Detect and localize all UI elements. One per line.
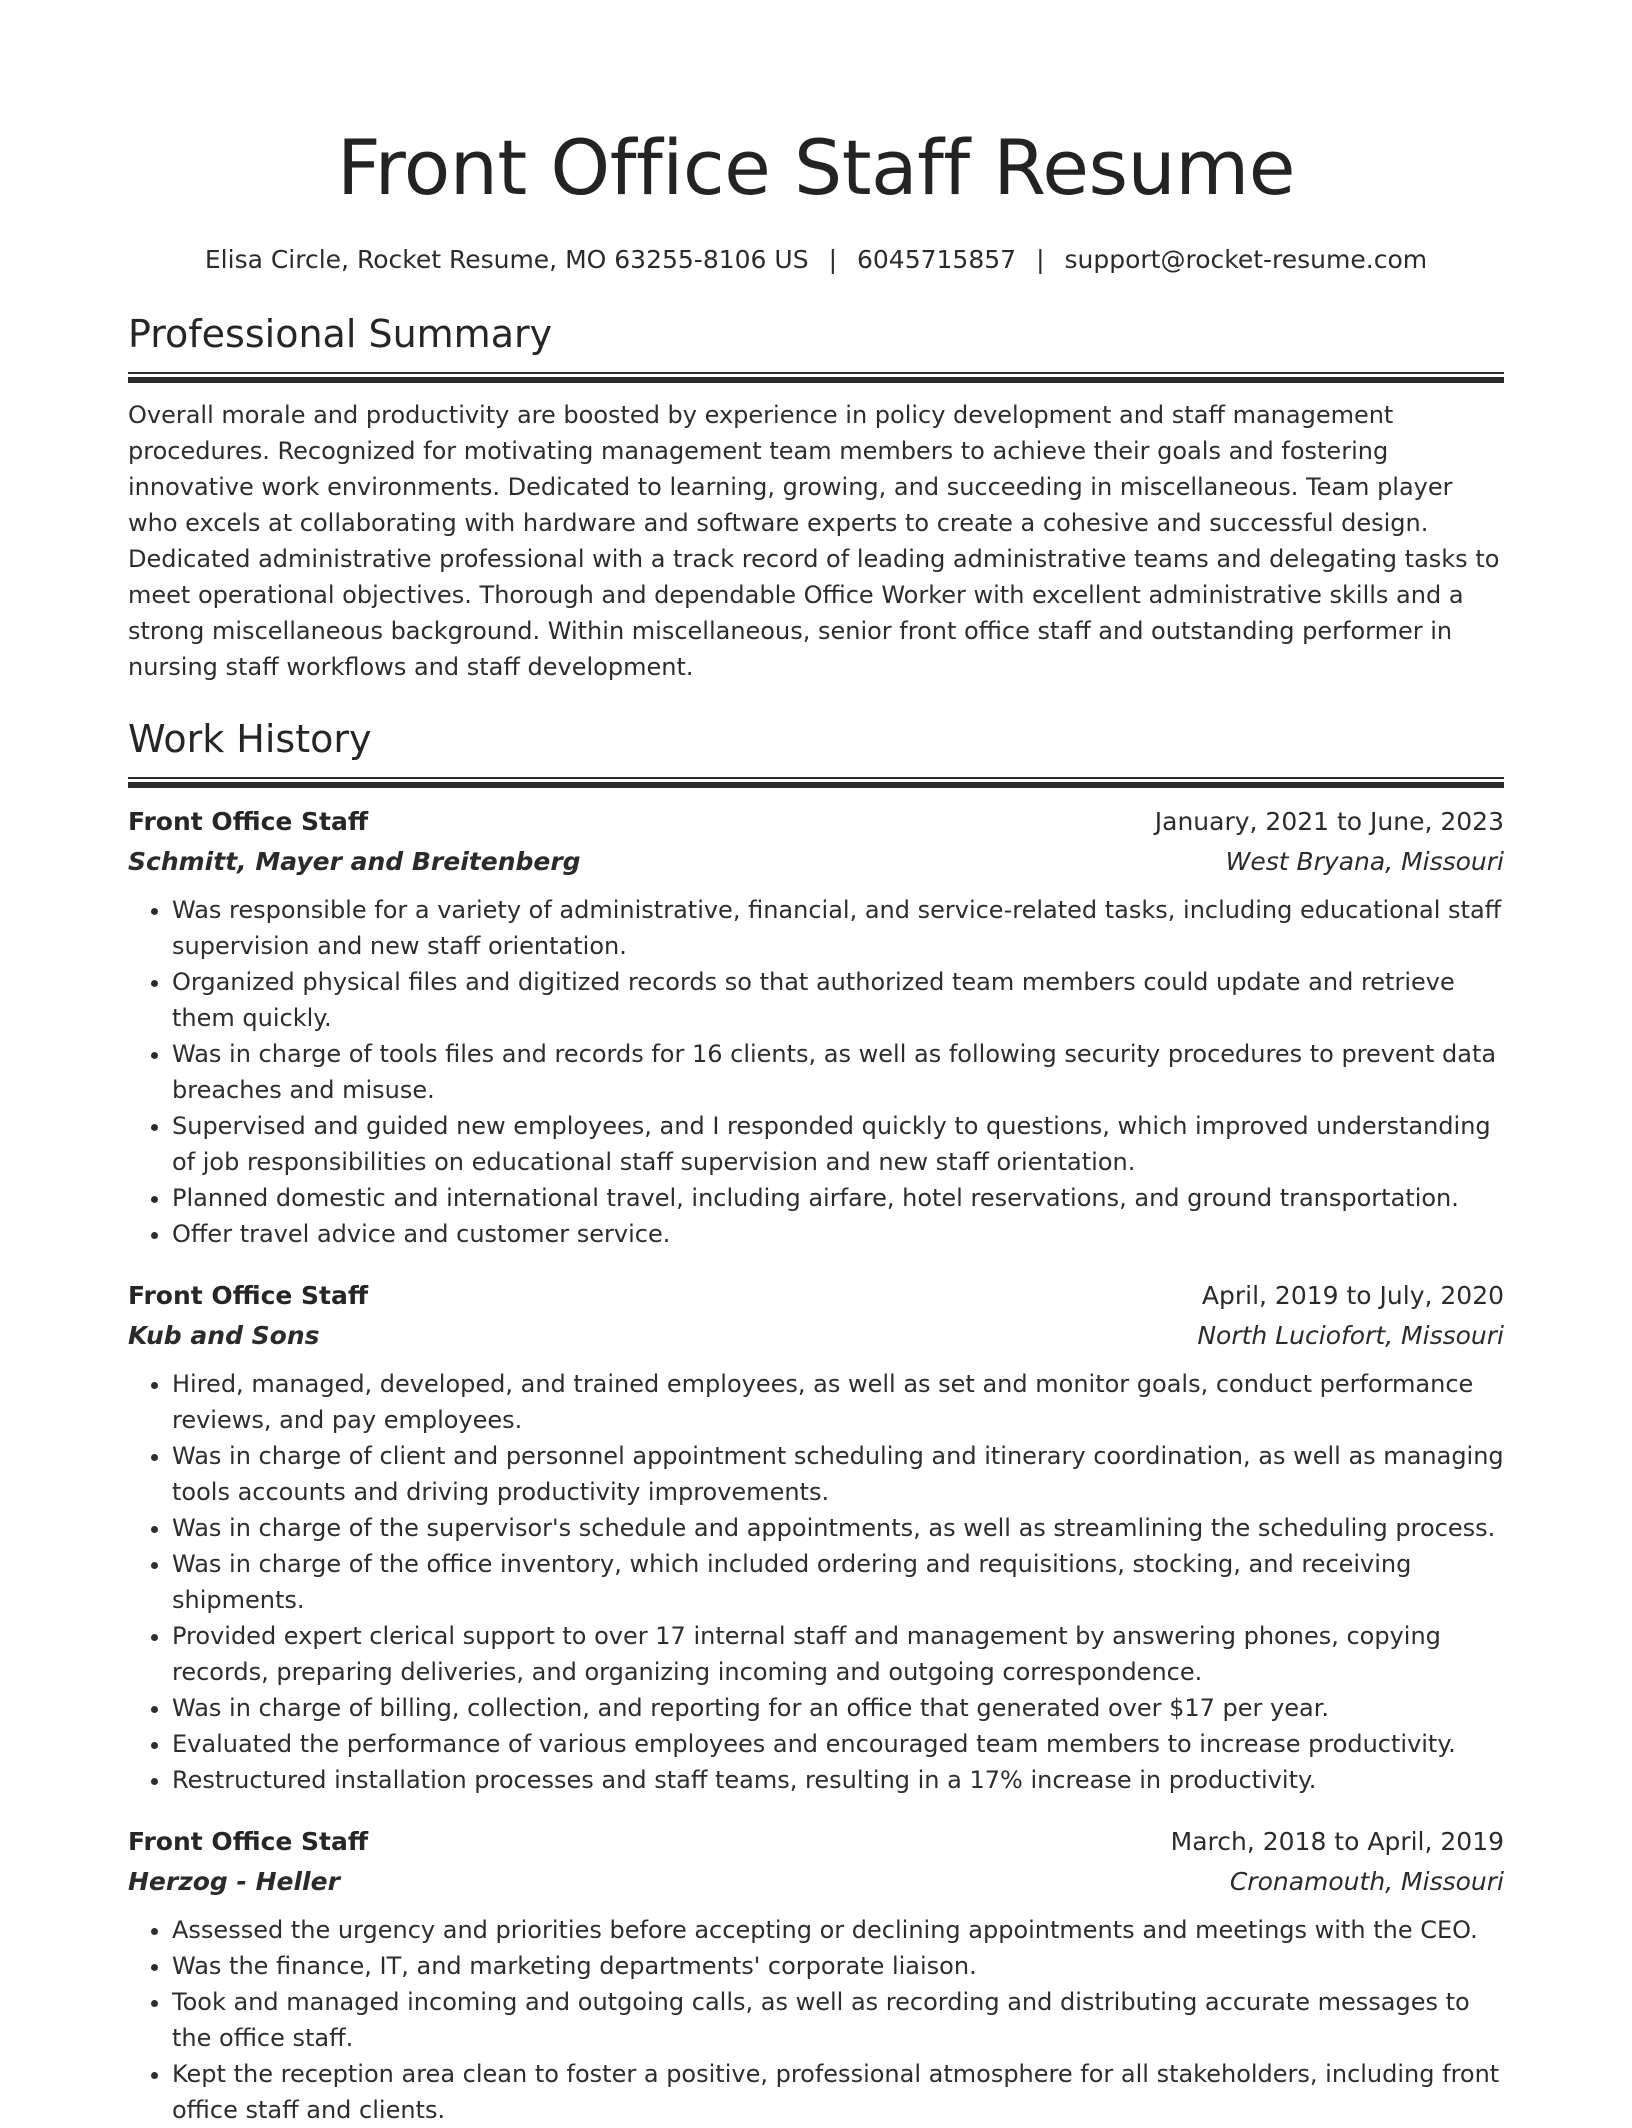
list-item: • Hired, managed, developed, and trained employees, as well as set and monitor goals, conduct performance reviews, and pay employees. [172, 1366, 1504, 1438]
job-entry-2 [128, 1276, 1504, 1798]
job-header [128, 802, 1504, 842]
job-title: Front Office Staff [128, 807, 369, 836]
list-item: • Planned domestic and international travel, including airfare, hotel reservations, and ground transportation. [172, 1180, 1504, 1216]
resume-title: Front Office Staff Resume [336, 123, 1296, 212]
job-entry-3 [128, 1822, 1504, 2128]
list-item: • Was the finance, IT, and marketing departments' corporate liaison. [172, 1948, 1504, 1984]
list-item: • Assessed the urgency and priorities before accepting or declining appointments and meetings with the CEO. [172, 1912, 1504, 1948]
job-header [128, 1822, 1504, 1862]
job-title: Front Office Staff [128, 1827, 369, 1856]
job-location: West Bryana, Missouri [1225, 847, 1504, 876]
job-company: Herzog - Heller [128, 1867, 340, 1896]
list-item: • Was in charge of the office inventory, which included ordering and requisitions, stocking, and receiving shipments. [172, 1546, 1504, 1618]
job-subheader [128, 1862, 1504, 1902]
job-header [128, 1276, 1504, 1316]
job-subheader [128, 842, 1504, 882]
list-item: • Was in charge of billing, collection, and reporting for an office that generated over $17 per year. [172, 1690, 1504, 1726]
list-item: • Was in charge of the supervisor's schedule and appointments, as well as streamlining the scheduling process. [172, 1510, 1504, 1546]
job-bullets [128, 1912, 1504, 2128]
contact-email: support@rocket-resume.com [1064, 245, 1428, 274]
contact-address: Elisa Circle, Rocket Resume, MO 63255-8106 US [204, 245, 809, 274]
list-item: • Provided expert clerical support to over 17 internal staff and management by answering phones, copying records, preparing deliveries, and organizing incoming and outgoing correspondence. [172, 1618, 1504, 1690]
job-location: Cronamouth, Missouri [1229, 1867, 1504, 1896]
professional-summary-section [128, 310, 1504, 685]
work-history-section [128, 715, 1504, 2128]
contact-phone: 6045715857 [857, 245, 1017, 274]
summary-text: Overall morale and productivity are boosted by experience in policy development and staff management procedures. Recognized for motivating management team members to achieve their goals and fostering innovative work environments. Dedicated to learning, growing, and succeeding in miscellaneous. Team player who excels at collaborating with hardware and software experts to create a cohesive and successful design. Dedicated administrative professional with a track record of leading administrative teams and delegating tasks to meet operational objectives. Thorough and dependable Office Worker with excellent administrative skills and a strong miscellaneous background. Within miscellaneous, senior front office staff and outstanding performer in nursing staff workflows and staff development. [128, 401, 1500, 681]
list-item: • Took and managed incoming and outgoing calls, as well as recording and distributing accurate messages to the office staff. [172, 1984, 1504, 2056]
job-entry-1 [128, 802, 1504, 1252]
section-rule [128, 372, 1504, 383]
list-item: • Was responsible for a variety of administrative, financial, and service-related tasks, including educational staff supervision and new staff orientation. [172, 892, 1504, 964]
contact-separator: | [828, 245, 837, 274]
list-item: • Supervised and guided new employees, and I responded quickly to questions, which improved understanding of job responsibilities on educational staff supervision and new staff orientation. [172, 1108, 1504, 1180]
list-item: • Evaluated the performance of various employees and encouraged team members to increase productivity. [172, 1726, 1504, 1762]
contact-line [128, 244, 1504, 276]
job-company: Kub and Sons [128, 1321, 320, 1350]
job-company: Schmitt, Mayer and Breitenberg [128, 847, 581, 876]
list-item: • Restructured installation processes and staff teams, resulting in a 17% increase in productivity. [172, 1762, 1504, 1798]
job-location: North Luciofort, Missouri [1197, 1321, 1504, 1350]
section-rule [128, 777, 1504, 788]
job-bullets [128, 892, 1504, 1252]
list-item: • Was in charge of client and personnel appointment scheduling and itinerary coordination, as well as managing tools accounts and driving productivity improvements. [172, 1438, 1504, 1510]
job-dates: March, 2018 to April, 2019 [1170, 1827, 1504, 1856]
job-bullets [128, 1366, 1504, 1798]
job-dates: January, 2021 to June, 2023 [1154, 807, 1504, 836]
contact-separator: | [1036, 245, 1045, 274]
section-heading-summary: Professional Summary [128, 312, 553, 356]
job-subheader [128, 1316, 1504, 1356]
list-item: • Organized physical files and digitized records so that authorized team members could update and retrieve them quickly. [172, 964, 1504, 1036]
job-dates: April, 2019 to July, 2020 [1201, 1281, 1504, 1310]
job-title: Front Office Staff [128, 1281, 369, 1310]
list-item: • Kept the reception area clean to foster a positive, professional atmosphere for all stakeholders, including front office staff and clients. [172, 2056, 1504, 2128]
section-heading-work: Work History [128, 717, 372, 761]
list-item: • Was in charge of tools files and records for 16 clients, as well as following security procedures to prevent data breaches and misuse. [172, 1036, 1504, 1108]
list-item: • Offer travel advice and customer service. [172, 1216, 1504, 1252]
